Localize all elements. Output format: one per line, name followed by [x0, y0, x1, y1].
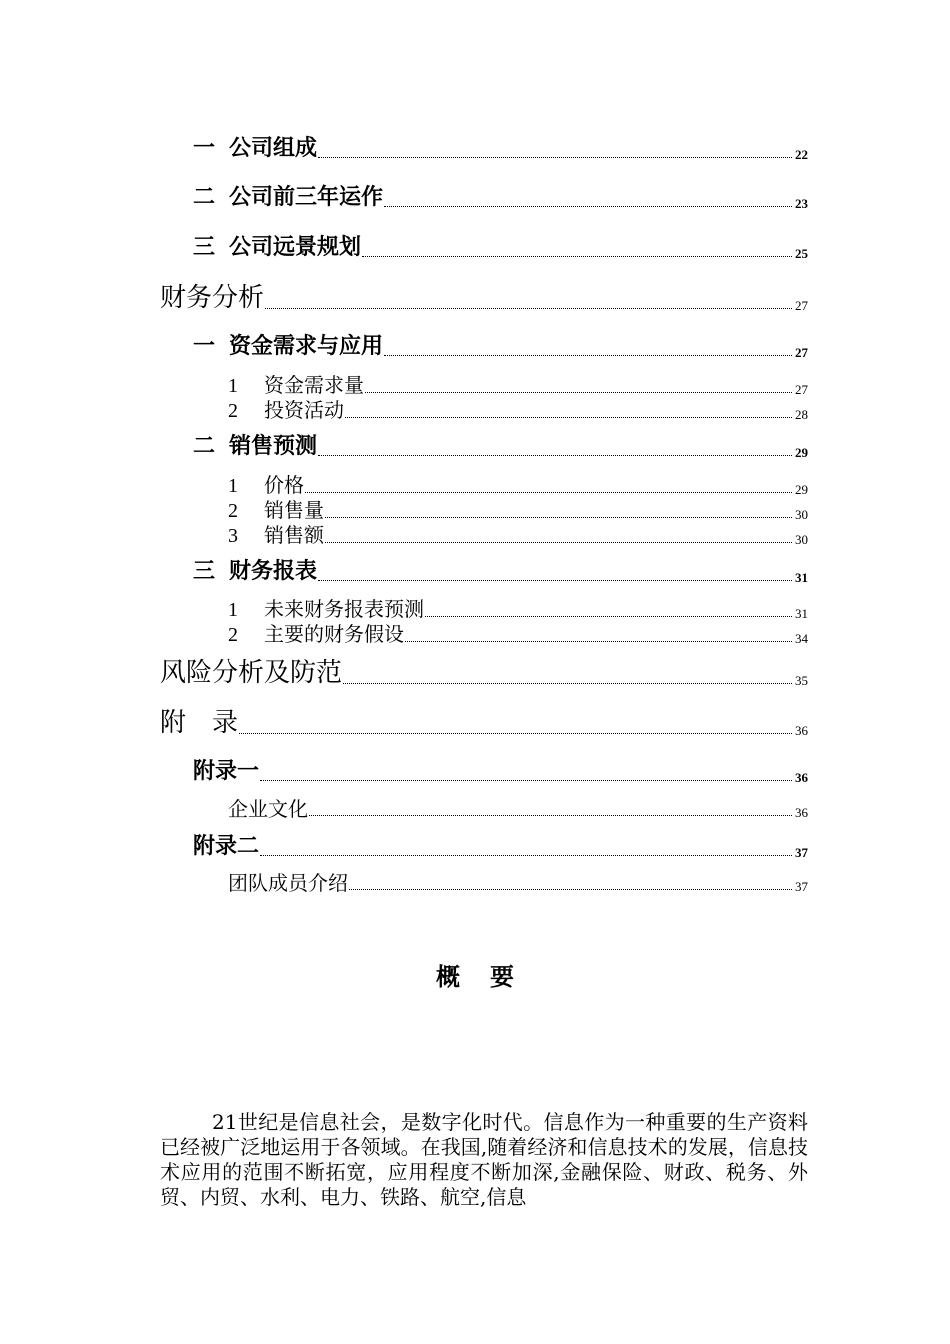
- toc-page-number: 37: [795, 879, 808, 894]
- toc-page-number: 22: [795, 147, 808, 162]
- toc-entry[interactable]: [228, 524, 808, 547]
- summary-heading-char-2: 要: [490, 963, 514, 991]
- toc-prefix: 二: [193, 185, 216, 210]
- toc-page-number: 27: [795, 382, 808, 397]
- toc-prefix: 2: [228, 500, 238, 522]
- toc-entry[interactable]: [193, 834, 808, 860]
- dot-leader: [318, 157, 792, 158]
- toc-page-number: 36: [795, 770, 808, 785]
- toc-page-number: 34: [795, 631, 808, 646]
- toc-page-number: 28: [795, 407, 808, 422]
- toc-entry[interactable]: [228, 872, 808, 894]
- toc-label: 财务分析: [160, 283, 265, 313]
- dot-leader: [325, 542, 792, 543]
- toc-prefix: 三: [193, 559, 216, 584]
- toc-label: 附录一: [193, 759, 260, 784]
- dot-leader: [345, 417, 792, 418]
- toc-prefix: 三: [193, 235, 216, 260]
- toc-entry[interactable]: [228, 399, 808, 422]
- toc-entry[interactable]: [228, 798, 808, 820]
- toc-label: 公司组成: [229, 136, 318, 161]
- toc-page-number: 23: [795, 196, 808, 211]
- toc-prefix: 1: [228, 375, 238, 397]
- dot-leader: [318, 580, 792, 581]
- toc-page-number: 31: [795, 606, 808, 621]
- toc-entry[interactable]: [228, 623, 808, 646]
- toc-entry[interactable]: [228, 474, 808, 497]
- toc-label: 公司前三年运作: [229, 185, 384, 210]
- toc-page-number: 30: [795, 507, 808, 522]
- toc-prefix: 二: [193, 434, 216, 459]
- toc-entry[interactable]: [160, 658, 808, 688]
- toc-prefix: 一: [193, 136, 216, 161]
- dot-leader: [425, 616, 792, 617]
- dot-leader: [384, 206, 792, 207]
- toc-entry[interactable]: [193, 434, 808, 460]
- toc-page-number: 30: [795, 532, 808, 547]
- dot-leader: [265, 308, 792, 309]
- toc-page-number: 31: [795, 570, 808, 585]
- toc-page-number: 27: [795, 298, 808, 313]
- summary-paragraph: 21世纪是信息社会，是数字化时代。信息作为一种重要的生产资料已经被广泛地运用于各领域。在我国,随着经济和信息技术的发展，信息技术应用的范围不断拓宽，应用程度不断加深,金融保险、财政、税务、外贸、内贸、水利、电力、铁路、航空,信息: [160, 1110, 808, 1209]
- toc-prefix: 一: [193, 334, 216, 359]
- dot-leader: [318, 455, 792, 456]
- toc-page-number: 29: [795, 482, 808, 497]
- toc-label: 团队成员介绍: [228, 871, 348, 895]
- toc-label: 企业文化: [228, 797, 308, 821]
- dot-leader: [260, 855, 792, 856]
- summary-heading: [0, 957, 950, 992]
- toc-label: 公司远景规划: [229, 235, 362, 260]
- toc-label: 主要的财务假设: [264, 622, 404, 646]
- toc-page-number: 37: [795, 845, 808, 860]
- dot-leader: [260, 780, 792, 781]
- toc-page-number: 29: [795, 445, 808, 460]
- dot-leader: [239, 733, 792, 734]
- toc-entry[interactable]: [193, 759, 808, 785]
- toc-page-number: 36: [795, 805, 808, 820]
- dot-leader: [362, 256, 792, 257]
- toc-prefix: 3: [228, 525, 238, 547]
- toc-label: 附录二: [193, 834, 260, 859]
- toc-entry[interactable]: [228, 499, 808, 522]
- toc-entry[interactable]: [193, 559, 808, 585]
- dot-leader: [343, 683, 792, 684]
- toc-prefix: 1: [228, 599, 238, 621]
- toc-prefix: 2: [228, 624, 238, 646]
- toc-label: 资金需求量: [264, 373, 364, 397]
- toc-label: 附 录: [160, 708, 239, 738]
- toc-entry[interactable]: [193, 334, 808, 360]
- dot-leader: [365, 392, 792, 393]
- toc-page-number: 25: [795, 246, 808, 261]
- toc-prefix: 1: [228, 475, 238, 497]
- toc-page-number: 35: [795, 673, 808, 688]
- dot-leader: [405, 641, 792, 642]
- toc-entry[interactable]: [160, 283, 808, 313]
- toc-label: 销售预测: [229, 434, 318, 459]
- toc-label: 资金需求与应用: [229, 334, 384, 359]
- toc-label: 投资活动: [264, 398, 344, 422]
- toc-label: 风险分析及防范: [160, 658, 343, 688]
- dot-leader: [349, 889, 792, 890]
- dot-leader: [309, 815, 792, 816]
- toc-page-number: 36: [795, 723, 808, 738]
- toc-entry[interactable]: [228, 598, 808, 621]
- toc-entry[interactable]: [228, 374, 808, 397]
- toc-prefix: 2: [228, 400, 238, 422]
- toc-label: 未来财务报表预测: [264, 597, 424, 621]
- toc-label: 销售额: [264, 523, 324, 547]
- summary-heading-char-1: 概: [436, 963, 460, 991]
- toc-page-number: 27: [795, 345, 808, 360]
- toc-entry[interactable]: [160, 708, 808, 738]
- toc-entry[interactable]: [193, 136, 808, 162]
- dot-leader: [384, 355, 792, 356]
- dot-leader: [305, 492, 792, 493]
- toc-label: 财务报表: [229, 559, 318, 584]
- dot-leader: [325, 517, 792, 518]
- toc-entry[interactable]: [193, 185, 808, 211]
- toc-entry[interactable]: [193, 235, 808, 261]
- toc-label: 销售量: [264, 498, 324, 522]
- toc-label: 价格: [264, 473, 304, 497]
